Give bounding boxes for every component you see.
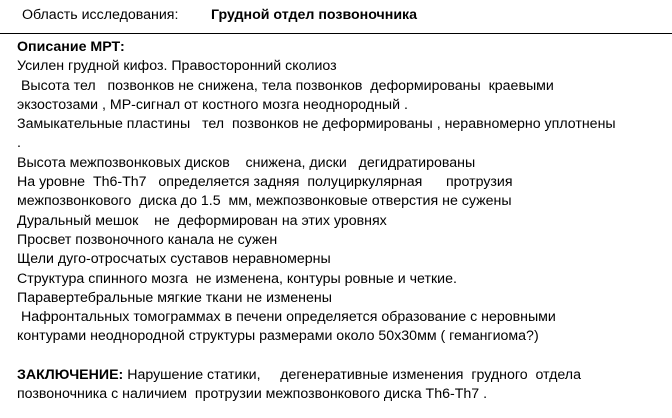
conclusion-line-1 xyxy=(17,366,667,385)
description-line: Высота тел позвонков не снижена, тела позвонков деформированы краевыми xyxy=(17,77,554,94)
description-line: Замыкательные пластины тел позвонков не деформированы , неравномерно уплотнены xyxy=(17,116,616,133)
description-line: Усилен грудной кифоз. Правосторонний сколиоз xyxy=(17,58,337,75)
study-area-label: Область исследования: xyxy=(22,7,179,23)
description-line: . xyxy=(17,135,21,152)
description-line: Щели дуго-отросчатых суставов неравномерны xyxy=(17,251,331,268)
description-line: Высота межпозвонковых дисков снижена, диски дегидратированы xyxy=(17,154,476,171)
description-line: контурами неоднородной структуры размерами около 50х30мм ( гемангиома?) xyxy=(17,328,539,345)
description-line: Дуральный мешок не деформирован на этих уровнях xyxy=(17,212,387,229)
report-body xyxy=(17,38,667,405)
description-lines xyxy=(17,57,667,346)
study-area-value: Грудной отдел позвоночника xyxy=(211,7,418,23)
conclusion-line-2: позвоночника с наличием протрузии межпозвонкового диска Th6-Th7 . xyxy=(17,386,488,403)
conclusion-label: ЗАКЛЮЧЕНИЕ: xyxy=(17,367,124,384)
description-line: Структура спинного мозга не изменена, контуры ровные и четкие. xyxy=(17,270,457,287)
description-line: экзостозами , МР-сигнал от костного мозга неоднородный . xyxy=(17,96,408,113)
description-heading: Описание МРТ: xyxy=(17,39,125,55)
description-line: Просвет позвоночного канала не сужен xyxy=(17,231,278,248)
spacer xyxy=(17,347,667,366)
study-area-header xyxy=(0,0,672,34)
description-line: Нафронтальных томограммах в печени определяется образование с неровными xyxy=(17,309,556,326)
conclusion-text-1: Нарушение статики, дегенеративные изменения грудного отдела xyxy=(123,367,581,384)
description-line: На уровне Th6-Th7 определяется задняя полуциркулярная протрузия xyxy=(17,174,513,191)
description-line: Паравертебральные мягкие ткани не изменены xyxy=(17,289,332,306)
description-line: межпозвонкового диска до 1.5 мм, межпозвонковые отверстия не сужены xyxy=(17,193,512,210)
